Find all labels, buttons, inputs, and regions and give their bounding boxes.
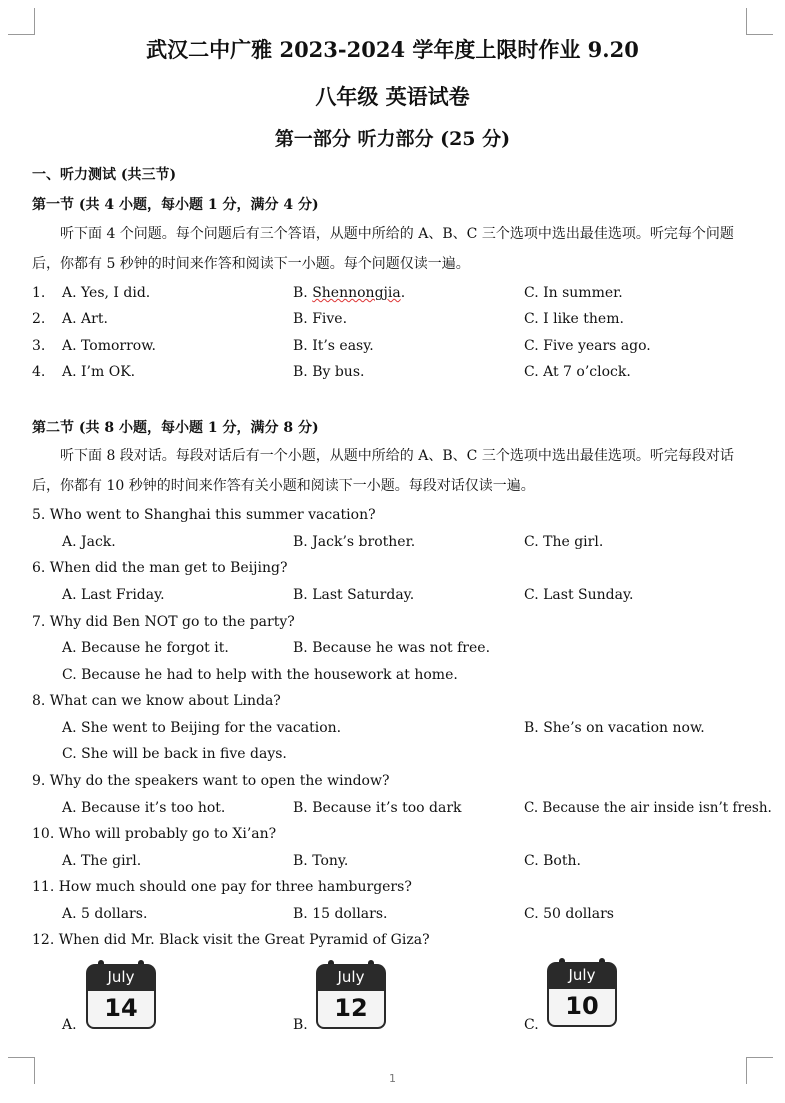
option-c-label: C. — [524, 1017, 539, 1033]
option-c: C. She will be back in five days. — [62, 746, 287, 762]
option-b-prefix: B. — [293, 285, 313, 301]
option-a: A. The girl. — [62, 853, 142, 869]
option-a-label: A. — [62, 1017, 77, 1033]
item-number: 4. — [32, 364, 46, 380]
option-b: B. Because he was not free. — [293, 640, 491, 656]
option-b: B. Five. — [293, 311, 348, 327]
spellcheck-word: Shennongjia — [312, 285, 401, 301]
item-number: 1. — [32, 285, 46, 301]
corner-mark-top-left — [8, 8, 35, 35]
option-c: C. Because the air inside isn’t fresh. — [524, 800, 772, 816]
calendar-icon — [547, 958, 617, 1028]
option-b: B. Tony. — [293, 853, 349, 869]
option-a: A. Tomorrow. — [62, 338, 156, 354]
question-5: 5. Who went to Shanghai this summer vacation? — [32, 507, 376, 523]
question-8: 8. What can we know about Linda? — [32, 693, 281, 709]
part-heading: 第一部分 听力部分 (25 分) — [274, 128, 511, 150]
question-6: 6. When did the man get to Beijing? — [32, 560, 288, 576]
option-c: C. At 7 o’clock. — [524, 364, 631, 380]
calendar-day: 12 — [316, 991, 386, 1029]
question-9: 9. Why do the speakers want to open the window? — [32, 773, 390, 789]
calendar-month: July — [316, 964, 386, 991]
option-c: C. In summer. — [524, 285, 623, 301]
exam-subtitle: 八年级 英语试卷 — [315, 84, 470, 109]
calendar-day: 14 — [86, 991, 156, 1029]
option-c: C. Five years ago. — [524, 338, 651, 354]
option-a: A. Last Friday. — [62, 587, 165, 603]
part1-instructions: 听下面 4 个问题。每个问题后有三个答语，从题中所给的 A、B、C 三个选项中选出最佳选项。听完每个问题后，你都有 5 秒钟的时间来作答和阅读下一小题。每个问题仅读一遍。 — [32, 226, 734, 272]
option-b: B. Jack’s brother. — [293, 534, 416, 550]
option-a: A. Yes, I did. — [62, 285, 151, 301]
corner-mark-top-right — [746, 8, 773, 35]
option-a: A. Because it’s too hot. — [62, 800, 226, 816]
exam-title: 武汉二中广雅 2023-2024 学年度上限时作业 9.20 — [146, 37, 639, 62]
part1-heading: 第一节 (共 4 小题，每小题 1 分，满分 4 分) — [32, 197, 319, 213]
item-number: 3. — [32, 338, 46, 354]
option-b: B. Last Saturday. — [293, 587, 415, 603]
option-b-label: B. — [293, 1017, 308, 1033]
option-b: B. 15 dollars. — [293, 906, 388, 922]
option-c: C. The girl. — [524, 534, 604, 550]
option-a: A. Jack. — [62, 534, 116, 550]
option-b-suffix: . — [400, 285, 406, 301]
option-a: A. Art. — [62, 311, 108, 327]
page-number: 1 — [389, 1072, 396, 1085]
option-b: B. Because it’s too dark — [293, 800, 462, 816]
option-b: B. By bus. — [293, 364, 365, 380]
option-c: C. 50 dollars — [524, 906, 614, 922]
option-a: A. 5 dollars. — [62, 906, 148, 922]
option-b: B. It’s easy. — [293, 338, 374, 354]
option-c: C. Both. — [524, 853, 581, 869]
option-a: A. She went to Beijing for the vacation. — [62, 720, 342, 736]
part2-heading: 第二节 (共 8 小题，每小题 1 分，满分 8 分) — [32, 420, 319, 436]
question-7: 7. Why did Ben NOT go to the party? — [32, 614, 295, 630]
calendar-month: July — [86, 964, 156, 991]
option-c: C. I like them. — [524, 311, 624, 327]
section-heading: 一、听力测试 (共三节) — [32, 167, 177, 183]
option-c: C. Last Sunday. — [524, 587, 634, 603]
calendar-day: 10 — [547, 989, 617, 1027]
option-b — [293, 285, 405, 301]
question-11: 11. How much should one pay for three hamburgers? — [32, 879, 412, 895]
calendar-icon — [86, 960, 156, 1030]
question-10: 10. Who will probably go to Xi’an? — [32, 826, 277, 842]
option-c: C. Because he had to help with the housework at home. — [62, 667, 458, 683]
part2-instructions: 听下面 8 段对话。每段对话后有一个小题，从题中所给的 A、B、C 三个选项中选出最佳选项。听完每段对话后，你都有 10 秒钟的时间来作答有关小题和阅读下一小题。每段对话仅读一遍。 — [32, 448, 734, 494]
option-a: A. I’m OK. — [62, 364, 136, 380]
question-12: 12. When did Mr. Black visit the Great Pyramid of Giza? — [32, 932, 430, 948]
calendar-icon — [316, 960, 386, 1030]
option-b: B. She’s on vacation now. — [524, 720, 705, 736]
item-number: 2. — [32, 311, 46, 327]
calendar-month: July — [547, 962, 617, 989]
option-a: A. Because he forgot it. — [62, 640, 229, 656]
